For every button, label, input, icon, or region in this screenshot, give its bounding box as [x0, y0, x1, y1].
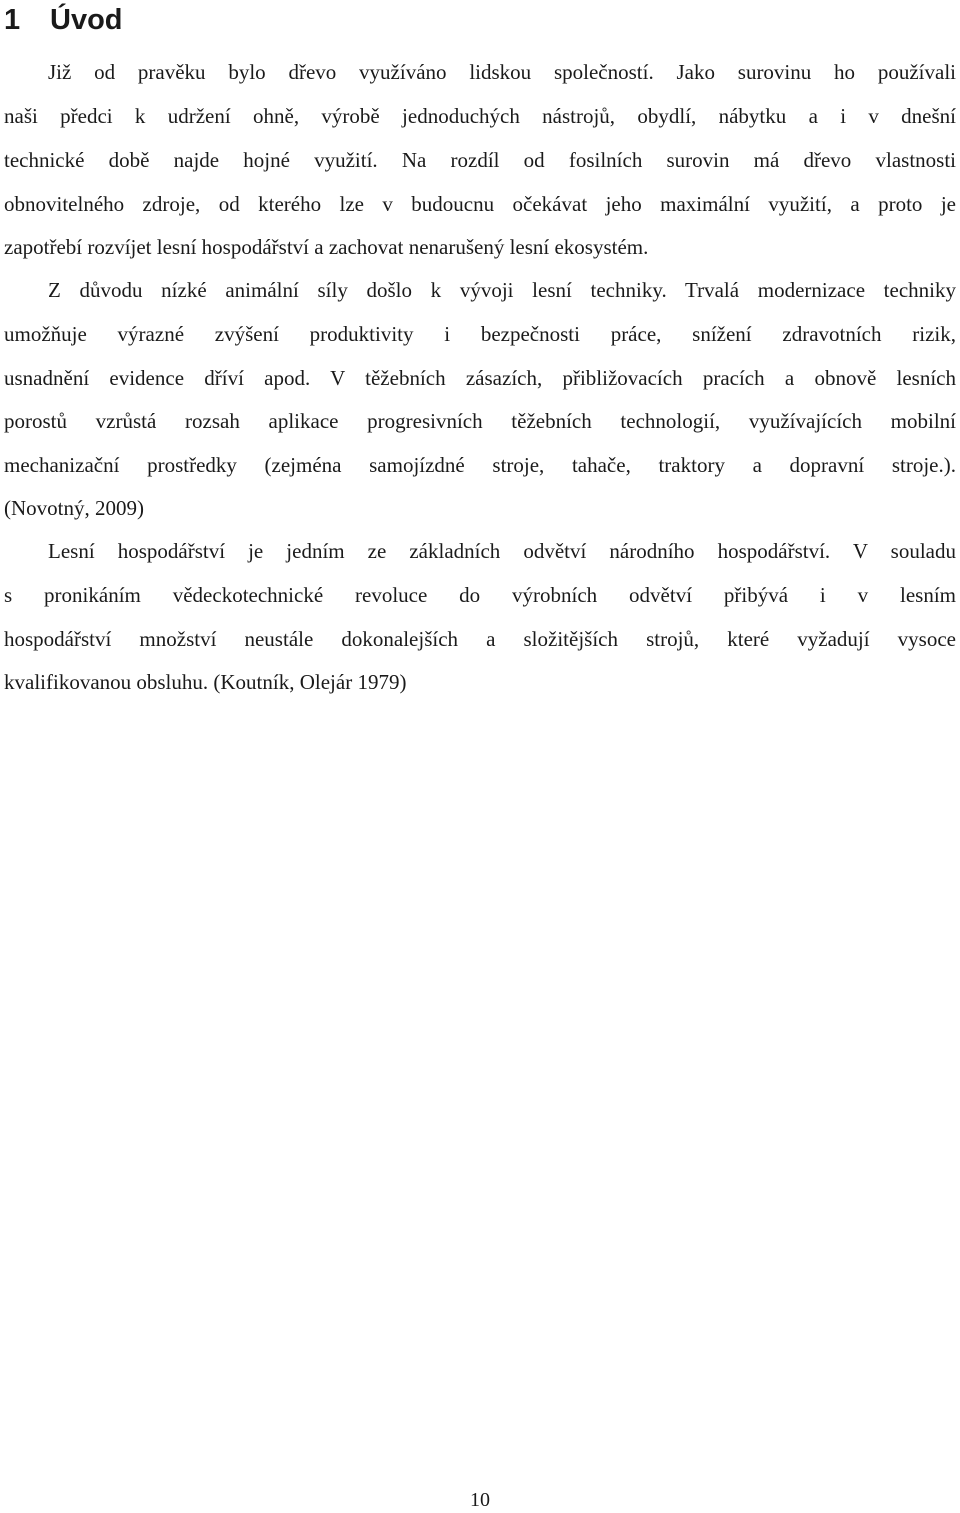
paragraph-1-line-5: zapotřebí rozvíjet lesní hospodářství a zachovat nenarušený lesní ekosystém.: [4, 235, 649, 259]
paragraph-2-line-4: porostů vzrůstá rozsah aplikace progresivních těžebních technologií, využívajících mobilní: [4, 409, 956, 433]
page-number: 10: [470, 1489, 490, 1511]
paragraph-2-line-5: mechanizační prostředky (zejména samojízdné stroje, tahače, traktory a dopravní stroje.).: [4, 453, 956, 477]
paragraph-3-line-3: hospodářství množství neustále dokonalejších a složitějších strojů, které vyžadují vysoce: [4, 627, 956, 651]
paragraph-2-line-3: usnadnění evidence dříví apod. V těžebních zásazích, přibližovacích pracích a obnově lesních: [4, 366, 956, 390]
chapter-title: Úvod: [50, 4, 123, 36]
paragraph-1-line-1: Již od pravěku bylo dřevo využíváno lidskou společností. Jako surovinu ho používali: [48, 60, 956, 84]
paragraph-1-line-3: technické době najde hojné využití. Na rozdíl od fosilních surovin má dřevo vlastnosti: [4, 148, 956, 172]
chapter-heading: [4, 0, 123, 40]
paragraph-1-line-4: obnovitelného zdroje, od kterého lze v budoucnu očekávat jeho maximální využití, a proto je: [4, 192, 956, 216]
paragraph-2-line-2: umožňuje výrazné zvýšení produktivity i bezpečnosti práce, snížení zdravotních rizik,: [4, 322, 956, 346]
paragraph-3-line-2: s pronikáním vědeckotechnické revoluce do výrobních odvětví přibývá i v lesním: [4, 583, 956, 607]
paragraph-3-line-1: Lesní hospodářství je jedním ze základních odvětví národního hospodářství. V souladu: [48, 539, 956, 563]
chapter-number: 1: [4, 4, 21, 36]
paragraph-2-line-1: Z důvodu nízké animální síly došlo k vývoji lesní techniky. Trvalá modernizace techniky: [48, 278, 956, 302]
paragraph-1-line-2: naši předci k udržení ohně, výrobě jednoduchých nástrojů, obydlí, nábytku a i v dnešní: [4, 104, 956, 128]
paragraph-2-line-6: (Novotný, 2009): [4, 496, 144, 520]
paragraph-3-line-4: kvalifikovanou obsluhu. (Koutník, Olejár 1979): [4, 670, 407, 694]
